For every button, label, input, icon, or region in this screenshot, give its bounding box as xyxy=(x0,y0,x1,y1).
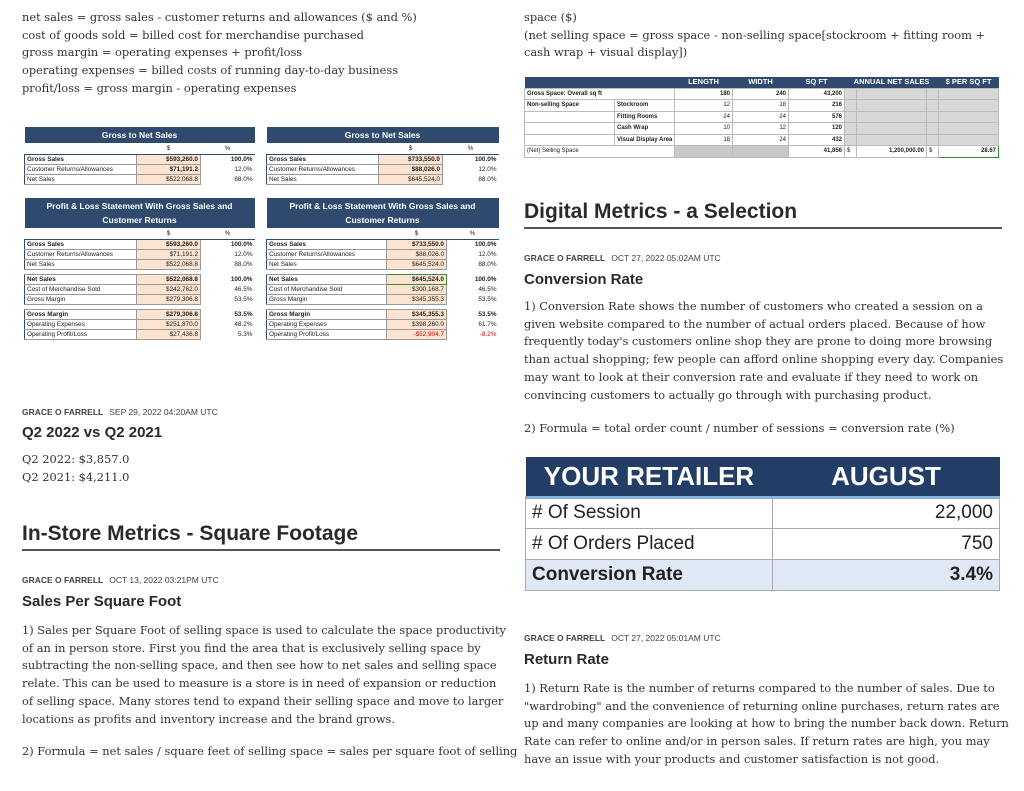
cell-length: 24 xyxy=(675,111,733,123)
row-label: Net Sales xyxy=(267,259,387,269)
row-pct: 88.0% xyxy=(234,260,253,268)
formula-line: net sales = gross sales - customer returns and allowances ($ and %) xyxy=(22,10,417,24)
row-pct: 61.7% xyxy=(478,320,497,328)
col-pct: % xyxy=(447,228,499,239)
pl-table-2 xyxy=(266,198,499,340)
formula-line: operating expenses = billed costs of running day-to-day business xyxy=(22,63,399,78)
col-dollar: $ xyxy=(379,143,443,154)
col-pct: % xyxy=(443,143,499,154)
text-line: space ($) xyxy=(524,10,577,24)
cell-length: 12 xyxy=(675,100,733,112)
gross-to-net-table-2 xyxy=(266,127,499,185)
row-value: -$52,904.7 xyxy=(387,329,447,339)
row-value: $645,524.0 xyxy=(387,259,447,269)
row-value: $27,436.8 xyxy=(137,329,201,339)
table-title: Profit & Loss Statement With Gross Sales and Customer Returns xyxy=(25,198,255,228)
row-value: $88,026.0 xyxy=(387,249,447,259)
header-per-sqft: $ PER SQ FT xyxy=(939,77,999,88)
row-value: $522,068.8 xyxy=(137,274,201,284)
row-label: Net Sales xyxy=(267,274,387,284)
post-byline xyxy=(524,253,721,263)
row-value: $345,355.3 xyxy=(387,294,447,304)
row-value: $593,260.0 xyxy=(137,239,201,249)
row-label: Customer Returns/Allowances xyxy=(267,249,387,259)
post-title[interactable]: Conversion Rate xyxy=(524,271,644,288)
row-label: Operating Profit/Loss xyxy=(267,329,387,339)
row-label: Gross Margin xyxy=(25,294,137,304)
cell-length: 10 xyxy=(675,123,733,135)
cell-sqft: 41,856 xyxy=(789,146,845,158)
row-label: Net Sales xyxy=(25,174,137,184)
row-value: $242,762.0 xyxy=(137,284,201,294)
row-pct: 48.2% xyxy=(234,320,253,328)
row-value: $522,068.8 xyxy=(137,259,201,269)
row-value: $279,306.8 xyxy=(137,294,201,304)
cell-width: 24 xyxy=(733,134,789,146)
row-label: Operating Expenses xyxy=(267,319,387,329)
formula-list xyxy=(22,9,502,98)
post-title[interactable]: Return Rate xyxy=(524,651,610,668)
nonselling-label: Non-selling Space xyxy=(525,100,615,112)
cell-length: 18 xyxy=(675,134,733,146)
table-title: Gross to Net Sales xyxy=(25,127,255,143)
continued-text xyxy=(524,9,994,62)
post-byline xyxy=(22,407,218,417)
row-pct: 88.0% xyxy=(478,260,497,268)
row-value: $645,524.0 xyxy=(387,274,447,284)
row-label: Operating Expenses xyxy=(25,319,137,329)
row-label: # Of Session xyxy=(526,497,773,528)
row-value: $398,260.0 xyxy=(387,319,447,329)
header-sqft: SQ FT xyxy=(789,77,845,88)
cell-per-sqft: 28.67 xyxy=(939,146,999,158)
post-paragraph: 2) Formula = total order count / number of sessions = conversion rate (%) xyxy=(524,421,955,435)
row-pct: 100.0% xyxy=(474,240,497,248)
row-value: $300,168.7 xyxy=(387,284,447,294)
q2-values xyxy=(22,451,129,486)
row-label: Conversion Rate xyxy=(526,559,773,590)
currency-symbol: $ xyxy=(845,146,857,158)
row-pct: 88.0% xyxy=(234,175,253,183)
row-label: Operating Profit/Loss xyxy=(25,329,137,339)
post-byline xyxy=(22,575,219,585)
q2-line: Q2 2022: $3,857.0 xyxy=(22,452,130,466)
row-value: $345,355.3 xyxy=(387,309,447,319)
section-heading: In-Store Metrics - Square Footage xyxy=(22,522,500,551)
q2-line: Q2 2021: $4,211.0 xyxy=(22,469,130,484)
row-pct: 53.5% xyxy=(478,295,497,303)
row-label: Gross Margin xyxy=(267,309,387,319)
row-label: Net Sales xyxy=(267,174,379,184)
net-selling-label: (Net) Selling Space xyxy=(525,146,675,158)
col-pct: % xyxy=(201,143,255,154)
row-pct: 53.5% xyxy=(478,310,497,318)
square-footage-table xyxy=(524,77,999,158)
row-label: Customer Returns/Allowances xyxy=(267,164,379,174)
item-name: Fitting Rooms xyxy=(615,111,675,123)
author-name[interactable]: GRACE O FARRELL xyxy=(524,253,606,263)
row-pct: 12.0% xyxy=(234,250,253,258)
row-pct: 100.0% xyxy=(474,275,497,283)
row-pct: 53.5% xyxy=(234,295,253,303)
row-label: Net Sales xyxy=(25,259,137,269)
row-label: Gross Sales xyxy=(267,239,387,249)
row-label: Cost of Merchandise Sold xyxy=(267,284,387,294)
row-label: Gross Sales xyxy=(25,239,137,249)
row-pct: 5.3% xyxy=(237,330,253,338)
col-dollar: $ xyxy=(137,228,201,239)
cell-width: 24 xyxy=(733,111,789,123)
row-label: Cost of Merchandise Sold xyxy=(25,284,137,294)
header-width: WIDTH xyxy=(733,77,789,88)
row-pct: 46.5% xyxy=(234,285,253,293)
row-value: $733,550.0 xyxy=(387,239,447,249)
text-line: (net selling space = gross space - non-selling space[stockroom + fitting room + cash wrap + visual display]) xyxy=(524,27,986,60)
header-length: LENGTH xyxy=(675,77,733,88)
post-byline xyxy=(524,633,721,643)
gross-space-label: Gross Space: Overall sq ft xyxy=(525,88,675,100)
col-dollar: $ xyxy=(137,143,201,154)
cell-width: 12 xyxy=(733,123,789,135)
formula-line: cost of goods sold = billed cost for merchandise purchased xyxy=(22,27,364,42)
row-pct: 12.0% xyxy=(234,165,253,173)
col-pct: % xyxy=(201,228,255,239)
post-paragraph: 2) Formula = net sales / square feet of selling space = sales per square foot of selling xyxy=(22,744,518,758)
row-pct: 100.0% xyxy=(230,240,253,248)
row-value: 22,000 xyxy=(773,497,1000,528)
row-pct: -8.2% xyxy=(479,330,497,338)
row-value: $88,026.0 xyxy=(379,164,443,174)
item-name: Visual Display Area xyxy=(615,134,675,146)
post-paragraph: 1) Sales per Square Foot of selling space is used to calculate the space productivity of an in person store. First you find the area that is exclusively selling space by subtracting the non-selling space, and then see how to net sales and selling space relate. This can be used to measure is a store is in need of expansion or reduction of selling space. Many stores tend to expand their selling space and move to larger locations as profits and inventory increase and the brand grows. xyxy=(22,623,506,726)
header-annual-net-sales: ANNUAL NET SALES xyxy=(845,77,939,88)
retailer-table xyxy=(525,457,1000,591)
post-paragraph: 1) Conversion Rate shows the number of customers who created a session on a given website compared to the number of actual orders placed. Because of how frequently today's customers online shop they are prone to doing more browsing than actual shopping; few people can afford online shopping every day. Companies may want to look at their conversion rate and evaluate if they need to work on convincing customers to actually go through with purchasing product. xyxy=(524,299,1004,402)
post-date: OCT 27, 2022 05:01AM UTC xyxy=(611,633,721,643)
row-label: Customer Returns/Allowances xyxy=(25,164,137,174)
table-title: Gross to Net Sales xyxy=(267,127,499,143)
row-value: $645,524.0 xyxy=(379,174,443,184)
row-pct: 12.0% xyxy=(478,250,497,258)
item-name: Cash Wrap xyxy=(615,123,675,135)
row-label: Net Sales xyxy=(25,274,137,284)
pl-table-1 xyxy=(24,198,255,340)
col-dollar: $ xyxy=(387,228,447,239)
formula-line: profit/loss = gross margin - operating expenses xyxy=(22,80,297,95)
row-pct: 53.5% xyxy=(234,310,253,318)
cell-sqft: 216 xyxy=(789,100,845,112)
row-pct: 100.0% xyxy=(230,275,253,283)
cell-width: 240 xyxy=(733,88,789,100)
gross-to-net-table-1 xyxy=(24,127,255,185)
row-pct: 12.0% xyxy=(478,165,497,173)
post-paragraph: 1) Return Rate is the number of returns compared to the number of sales. Due to "wardrobing" and the convenience of returning online purchases, return rates are up and many companies are looking at how to bring the number back down. Return Rate can refer to online and/or in person sales. If return rates are high, you may have an issue with your products and customer satisfaction is not good. xyxy=(524,681,1009,766)
row-value: $279,306.8 xyxy=(137,309,201,319)
post-date: SEP 29, 2022 04:20AM UTC xyxy=(109,407,218,417)
cell-sqft: 120 xyxy=(789,123,845,135)
row-label: Gross Margin xyxy=(25,309,137,319)
row-value: $71,191.2 xyxy=(137,164,201,174)
item-name: Stockroom xyxy=(615,100,675,112)
section-heading: Digital Metrics - a Selection xyxy=(524,200,1002,229)
post-title[interactable]: Sales Per Square Foot xyxy=(22,593,182,610)
cell-sqft: 576 xyxy=(789,111,845,123)
cell-length: 180 xyxy=(675,88,733,100)
currency-symbol: $ xyxy=(927,146,939,158)
post-date: OCT 27, 2022 05:02AM UTC xyxy=(611,253,721,263)
row-pct: 46.5% xyxy=(478,285,497,293)
row-value: $593,260.0 xyxy=(137,154,201,164)
row-value: 3.4% xyxy=(773,559,1000,590)
table-title: Profit & Loss Statement With Gross Sales and Customer Returns xyxy=(267,198,499,228)
row-pct: 100.0% xyxy=(474,155,497,163)
post-date: OCT 13, 2022 03:21PM UTC xyxy=(109,575,219,585)
row-label: Gross Margin xyxy=(267,294,387,304)
author-name[interactable]: GRACE O FARRELL xyxy=(22,407,104,417)
header-month: AUGUST xyxy=(773,457,1000,497)
row-value: $251,870.0 xyxy=(137,319,201,329)
row-value: $522,068.8 xyxy=(137,174,201,184)
cell-width: 18 xyxy=(733,100,789,112)
row-value: $733,550.0 xyxy=(379,154,443,164)
cell-sqft: 43,200 xyxy=(789,88,845,100)
row-value: 750 xyxy=(773,528,1000,559)
row-label: Customer Returns/Allowances xyxy=(25,249,137,259)
row-label: Gross Sales xyxy=(267,154,379,164)
author-name[interactable]: GRACE O FARRELL xyxy=(22,575,104,585)
author-name[interactable]: GRACE O FARRELL xyxy=(524,633,606,643)
right-column xyxy=(512,0,1024,791)
row-pct: 100.0% xyxy=(230,155,253,163)
formula-line: gross margin = operating expenses + profit/loss xyxy=(22,45,303,60)
cell-sqft: 432 xyxy=(789,134,845,146)
post-title[interactable]: Q2 2022 vs Q2 2021 xyxy=(22,424,163,441)
header-retailer: YOUR RETAILER xyxy=(526,457,773,497)
row-value: $71,191.2 xyxy=(137,249,201,259)
row-label: # Of Orders Placed xyxy=(526,528,773,559)
row-label: Gross Sales xyxy=(25,154,137,164)
row-pct: 88.0% xyxy=(478,175,497,183)
cell-annual-sales: 1,200,000.00 xyxy=(857,146,927,158)
